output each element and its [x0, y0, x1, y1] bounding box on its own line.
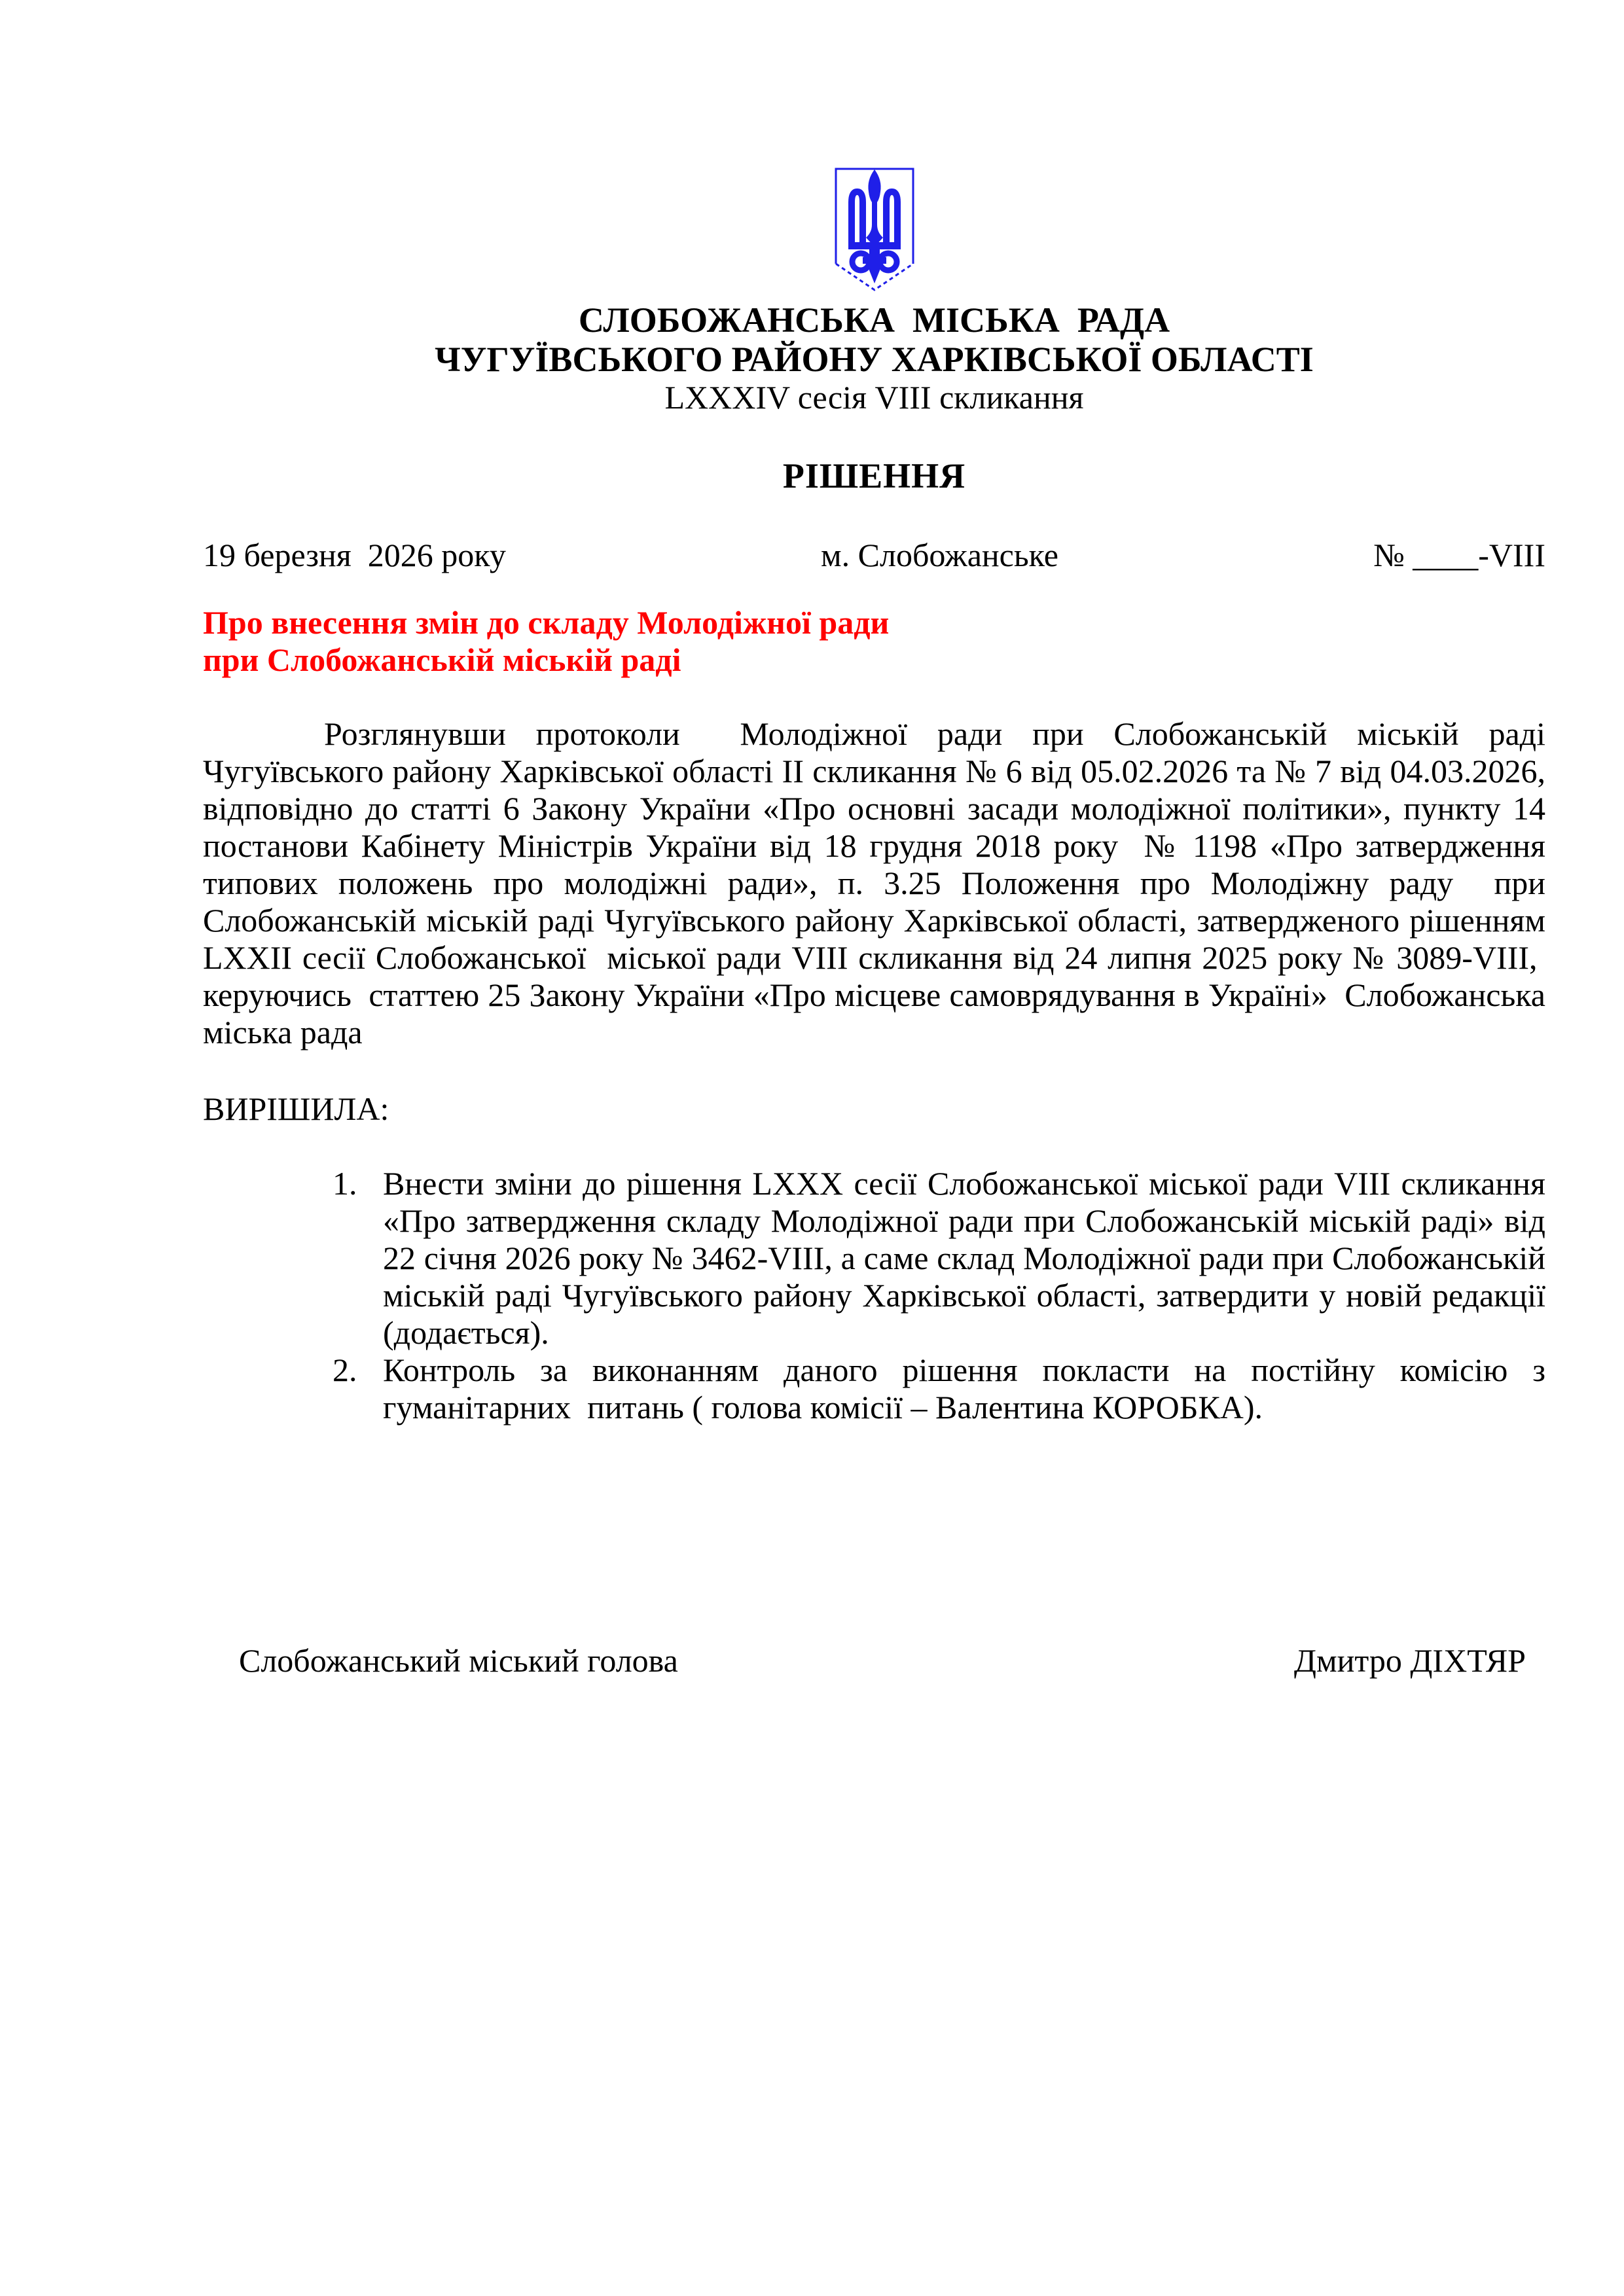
signer-position: Слобожанський міський голова — [239, 1642, 678, 1679]
list-item-text: Внести зміни до рішення LXXX сесії Слобожанської міської ради VIII скликання «Про затвердження складу Молодіжної ради при Слобожанській міській раді» від 22 січня 2026 року № 3462-VIII, а саме склад Молодіжної ради при Слобожанській міській раді Чугуївського району Харківської області, затвердити у новій редакції (додається). — [383, 1165, 1545, 1351]
district-region-name: ЧУГУЇВСЬКОГО РАЙОНУ ХАРКІВСЬКОЇ ОБЛАСТІ — [435, 340, 1314, 379]
decision-items-list — [203, 1165, 1545, 1426]
list-item — [203, 1352, 1545, 1426]
session-line: LXXXIV сесія VIII скликання — [664, 379, 1084, 416]
resolved-label: ВИРІШИЛА: — [203, 1090, 389, 1127]
decision-title-line1: Про внесення змін до складу Молодіжної ради — [203, 604, 890, 641]
decision-place: м. Слобожанське — [821, 537, 1058, 573]
preamble-paragraph: Розглянувши протоколи Молодіжної ради при Слобожанській міській раді Чугуївського району Харківської області II скликання № 6 від 05.02.2026 та № 7 від 04.03.2026, відповідно до статті 6 Закону України «Про основні засади молодіжної політики», пункту 14 постанови Кабінету Міністрів України від 18 грудня 2018 року № 1198 «Про затвердження типових положень про молодіжні ради», п. 3.25 Положення про Молодіжну раду при Слобожанській міській раді Чугуївського району Харківської області, затвердженого рішенням LXXII сесії Слобожанської міської ради VIII скликання від 24 липня 2025 року № 3089-VIII, керуючись статтею 25 Закону України «Про місцеве самоврядування в Україні» Слобожанська міська рада — [203, 715, 1545, 1050]
document-type-heading: РІШЕННЯ — [782, 456, 966, 495]
signer-name: Дмитро ДІХТЯР — [1293, 1642, 1526, 1679]
decision-number: № ____-VIII — [1373, 537, 1545, 573]
decision-date: 19 березня 2026 року — [203, 537, 506, 573]
decision-title-line2: при Слобожанській міській раді — [203, 641, 681, 678]
list-item-number: 1. — [333, 1165, 357, 1202]
list-item-text: Контроль за виконанням даного рішення покласти на постійну комісію з гуманітарних питань ( голова комісії – Валентина КОРОБКА). — [383, 1352, 1545, 1426]
list-item — [203, 1165, 1545, 1352]
signature-row — [203, 1642, 1545, 1679]
document-header — [203, 300, 1545, 416]
decision-title — [203, 604, 1545, 679]
ukraine-trident-emblem-icon — [831, 166, 918, 294]
council-name: СЛОБОЖАНСЬКА МІСЬКА РАДА — [578, 300, 1170, 340]
date-place-number-row — [203, 537, 1545, 574]
list-item-number: 2. — [333, 1352, 357, 1388]
